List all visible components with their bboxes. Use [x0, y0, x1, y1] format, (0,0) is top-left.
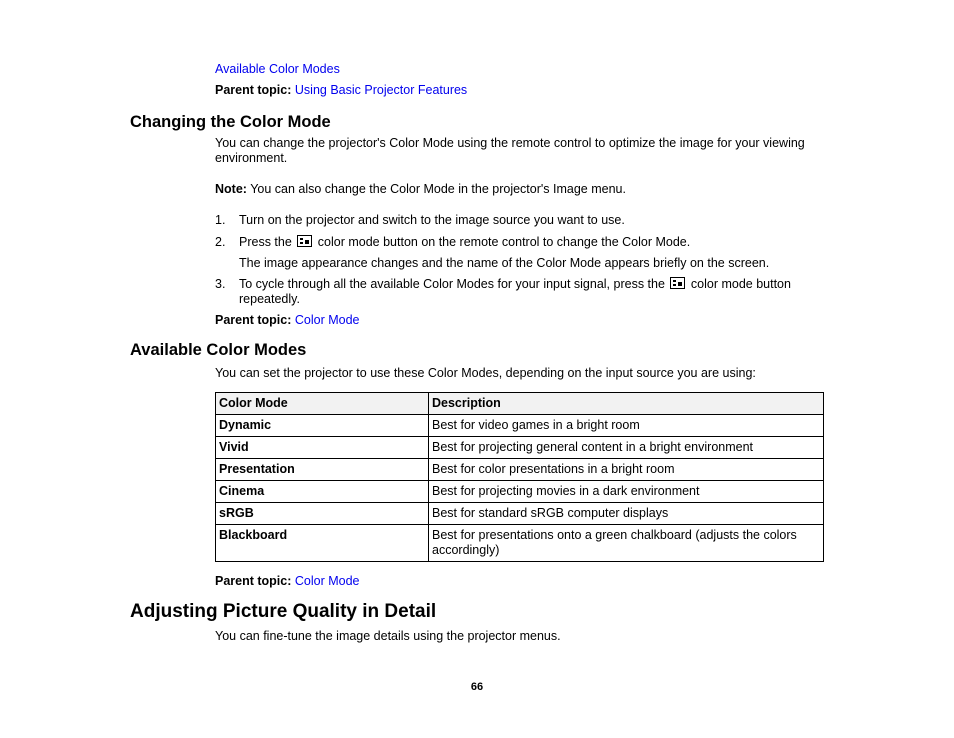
- step-2-number: 2.: [215, 235, 226, 249]
- parent-topic: [215, 313, 360, 328]
- changing-intro: You can change the projector's Color Mode using the remote control to optimize the image for your viewing environment.: [215, 136, 805, 165]
- table-row: [216, 525, 824, 562]
- mode-name: Dynamic: [216, 415, 429, 437]
- section-title-adjusting-picture-quality: Adjusting Picture Quality in Detail: [130, 601, 437, 622]
- mode-description: Best for projecting general content in a bright environment: [429, 437, 824, 459]
- parent-topic-label: Parent topic:: [215, 83, 292, 97]
- parent-topic-link-basic-features[interactable]: Using Basic Projector Features: [294, 83, 468, 97]
- parent-topic-link-color-mode[interactable]: Color Mode: [294, 313, 360, 327]
- mode-name: Vivid: [216, 437, 429, 459]
- color-mode-button-icon: [670, 277, 685, 289]
- step-2-before: Press the: [239, 235, 292, 249]
- color-mode-button-icon: [297, 235, 312, 247]
- table-row: [216, 481, 824, 503]
- table-row: [216, 503, 824, 525]
- note-label: Note:: [215, 182, 247, 196]
- mode-description: Best for video games in a bright room: [429, 415, 824, 437]
- parent-topic: [215, 83, 467, 98]
- step-2-after: color mode button on the remote control to change the Color Mode.: [317, 235, 691, 249]
- note: [215, 182, 626, 197]
- section-title-available-color-modes: Available Color Modes: [130, 341, 307, 359]
- mode-name: Blackboard: [216, 525, 429, 562]
- mode-name: sRGB: [216, 503, 429, 525]
- mode-description: Best for presentations onto a green chalkboard (adjusts the colors accordingly): [429, 525, 824, 562]
- step-1-number: 1.: [215, 213, 226, 227]
- step-1-text: Turn on the projector and switch to the image source you want to use.: [239, 213, 625, 227]
- step-3-text: [239, 277, 824, 307]
- mode-description: Best for standard sRGB computer displays: [429, 503, 824, 525]
- adjusting-intro: You can fine-tune the image details using the projector menus.: [215, 629, 561, 643]
- mode-description: Best for projecting movies in a dark environment: [429, 481, 824, 503]
- parent-topic: [215, 574, 360, 589]
- table-row: [216, 437, 824, 459]
- table-row: [216, 415, 824, 437]
- mode-name: Presentation: [216, 459, 429, 481]
- step-3-number: 3.: [215, 277, 226, 291]
- parent-topic-link-color-mode[interactable]: Color Mode: [294, 574, 360, 588]
- column-header-description: Description: [429, 393, 824, 415]
- mode-name: Cinema: [216, 481, 429, 503]
- section-title-changing-color-mode: Changing the Color Mode: [130, 113, 331, 131]
- step-3-before: To cycle through all the available Color Modes for your input signal, press the: [239, 277, 665, 291]
- available-intro: You can set the projector to use these Color Modes, depending on the input source you are using:: [215, 366, 756, 380]
- color-modes-table: [215, 392, 824, 562]
- note-text: You can also change the Color Mode in the projector's Image menu.: [246, 182, 626, 196]
- available-color-modes-link[interactable]: Available Color Modes: [215, 62, 340, 76]
- step-2-subtext: The image appearance changes and the name of the Color Mode appears briefly on the screen.: [239, 256, 770, 270]
- step-3-after: color mode button repeatedly.: [239, 277, 791, 306]
- page-number: 66: [470, 681, 484, 693]
- parent-topic-label: Parent topic:: [215, 574, 292, 588]
- table-row: [216, 459, 824, 481]
- step-2-text: [239, 235, 690, 250]
- column-header-color-mode: Color Mode: [216, 393, 429, 415]
- table-header-row: [216, 393, 824, 415]
- parent-topic-label: Parent topic:: [215, 313, 292, 327]
- mode-description: Best for color presentations in a bright room: [429, 459, 824, 481]
